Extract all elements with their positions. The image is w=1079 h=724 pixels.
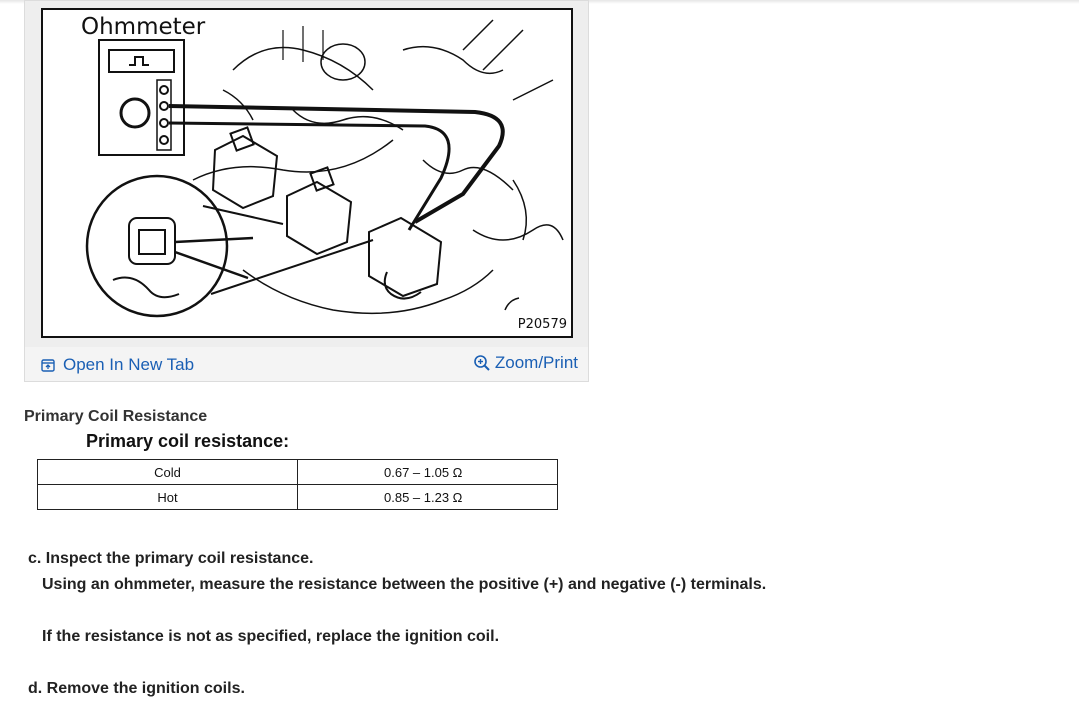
figure-actions-bar: [25, 347, 588, 381]
open-in-new-tab-label: Open In New Tab: [63, 355, 195, 374]
step-c-detail: Using an ohmmeter, measure the resistance between the positive (+) and negative (-) terminals.: [42, 576, 767, 593]
condition-cell: Hot: [38, 485, 298, 510]
value-cell: 0.85 – 1.23 Ω: [298, 485, 558, 510]
step-d-title: d. Remove the ignition coils.: [28, 680, 245, 697]
figure-card: [24, 0, 589, 382]
ohmmeter-diagram-image[interactable]: [41, 8, 573, 338]
zoom-in-icon: [473, 354, 491, 372]
open-in-new-tab-icon: [41, 358, 55, 372]
table-row: [38, 460, 558, 485]
condition-cell: Cold: [38, 460, 298, 485]
zoom-print-label: Zoom/Print: [494, 353, 578, 372]
table-row: [38, 485, 558, 510]
zoom-print-link[interactable]: [473, 353, 578, 373]
table-title: Primary coil resistance:: [86, 431, 290, 451]
open-in-new-tab-link[interactable]: [41, 355, 194, 375]
figure-code: P20579: [517, 317, 567, 332]
resistance-table: [37, 459, 558, 510]
engine-line-drawing: [43, 10, 571, 336]
step-c-note: If the resistance is not as specified, replace the ignition coil.: [42, 628, 500, 645]
step-c-title: c. Inspect the primary coil resistance.: [28, 550, 314, 567]
value-cell: 0.67 – 1.05 Ω: [298, 460, 558, 485]
figure-caption: Primary Coil Resistance: [24, 408, 208, 425]
ohmmeter-label: Ohmmeter: [81, 14, 206, 40]
